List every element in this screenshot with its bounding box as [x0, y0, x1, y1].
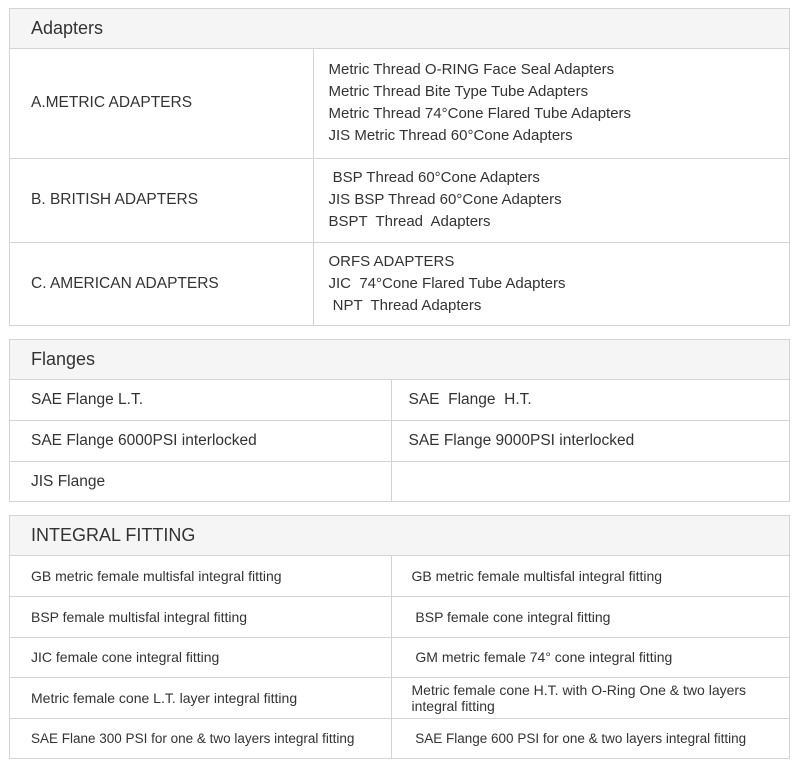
adapters-panel	[9, 8, 790, 326]
table-row	[10, 718, 789, 759]
adapters-table	[10, 49, 789, 326]
list-item: ORFS ADAPTERS	[328, 253, 455, 271]
table-row	[10, 421, 789, 462]
table-cell	[391, 461, 789, 502]
table-row	[10, 380, 789, 421]
list-item: NPT Thread Adapters	[328, 297, 482, 315]
adapters-title: Adapters	[10, 9, 789, 49]
adapter-category: B. BRITISH ADAPTERS	[10, 158, 313, 242]
table-cell: GB metric female multisfal integral fitting	[391, 556, 789, 597]
table-row	[10, 49, 789, 158]
list-item: Metric Thread O-RING Face Seal Adapters	[328, 61, 615, 79]
table-row	[10, 637, 789, 678]
adapter-category: C. AMERICAN ADAPTERS	[10, 242, 313, 326]
table-cell: SAE Flange H.T.	[391, 380, 789, 421]
table-row	[10, 556, 789, 597]
table-cell: SAE Flange L.T.	[31, 391, 144, 409]
table-cell: SAE Flange 9000PSI interlocked	[391, 421, 789, 462]
table-row	[10, 678, 789, 719]
list-item: BSPT Thread Adapters	[328, 213, 491, 230]
list-item: Metric Thread Bite Type Tube Adapters	[328, 83, 589, 101]
table-cell: GB metric female multisfal integral fitting	[31, 568, 282, 584]
table-cell: SAE Flane 300 PSI for one & two layers integral fitting	[10, 718, 391, 759]
flanges-panel	[9, 339, 790, 502]
list-item: JIS Metric Thread 60°Cone Adapters	[328, 127, 573, 145]
table-cell: BSP female cone integral fitting	[391, 597, 789, 638]
table-row	[10, 461, 789, 502]
list-item: BSP Thread 60°Cone Adapters	[328, 169, 540, 186]
table-row	[10, 597, 789, 638]
adapter-list	[313, 242, 789, 326]
list-item: Metric Thread 74°Cone Flared Tube Adapters	[328, 105, 632, 123]
adapter-list	[313, 158, 789, 242]
table-cell: Metric female cone H.T. with O-Ring One & two layers integral fitting	[391, 678, 789, 719]
table-cell: BSP female multisfal integral fitting	[10, 597, 391, 638]
table-cell: Metric female cone L.T. layer integral fitting	[10, 678, 391, 719]
table-cell: GM metric female 74° cone integral fitting	[391, 637, 789, 678]
table-cell: JIS Flange	[10, 461, 391, 502]
integral-fitting-panel	[9, 515, 790, 759]
flanges-title: Flanges	[10, 340, 789, 380]
flanges-table	[10, 380, 789, 502]
adapter-category: A.METRIC ADAPTERS	[31, 94, 193, 112]
list-item: JIC 74°Cone Flared Tube Adapters	[328, 275, 566, 293]
integral-fitting-table	[10, 556, 789, 759]
table-row	[10, 158, 789, 242]
table-cell: SAE Flange 600 PSI for one & two layers integral fitting	[391, 718, 789, 759]
table-row	[10, 242, 789, 326]
integral-fitting-title: INTEGRAL FITTING	[10, 516, 789, 556]
table-cell: SAE Flange 6000PSI interlocked	[10, 421, 391, 462]
table-cell: JIC female cone integral fitting	[10, 637, 391, 678]
adapter-list	[313, 49, 789, 158]
list-item: JIS BSP Thread 60°Cone Adapters	[328, 191, 562, 208]
